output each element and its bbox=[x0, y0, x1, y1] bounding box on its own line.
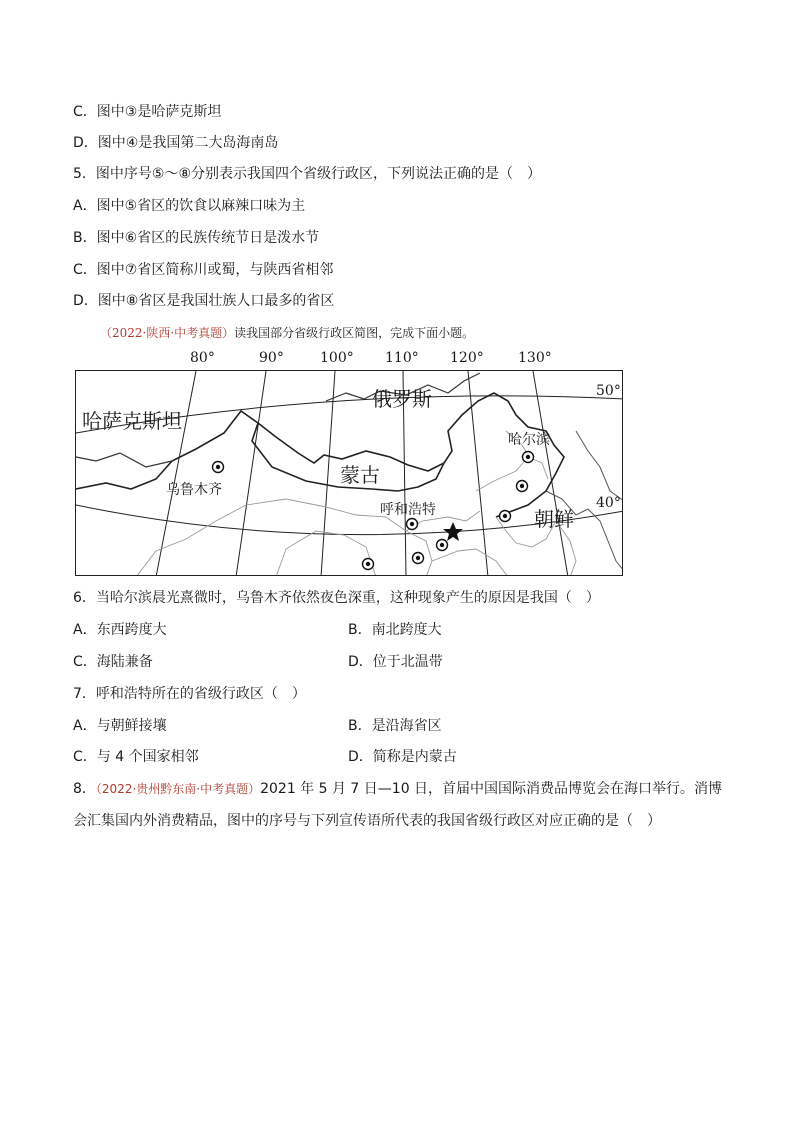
lon-label-120: 120° bbox=[450, 350, 484, 366]
lon-label-90: 90° bbox=[259, 350, 284, 366]
label-hohhot: 呼和浩特 bbox=[380, 502, 436, 518]
q4-option-c: C．图中③是哈萨克斯坦 bbox=[73, 104, 222, 120]
q5-option-c: C．图中⑦省区简称川或蜀，与陕西省相邻 bbox=[73, 262, 334, 278]
q6-option-b: B．南北跨度大 bbox=[348, 622, 442, 638]
q8-number: 8． bbox=[73, 781, 96, 797]
label-russia: 俄罗斯 bbox=[372, 387, 432, 411]
lon-label-130: 130° bbox=[518, 350, 552, 366]
q5-option-d: D．图中⑧省区是我国壮族人口最多的省区 bbox=[73, 293, 335, 309]
q5-stem: 5．图中序号⑤～⑧分别表示我国四个省级行政区，下列说法正确的是（ ） bbox=[73, 166, 542, 182]
urumqi-marker bbox=[213, 462, 224, 473]
label-mongolia: 蒙古 bbox=[340, 463, 380, 487]
province-borders bbox=[136, 431, 576, 576]
q5-option-a: A．图中⑤省区的饮食以麻辣口味为主 bbox=[73, 198, 306, 214]
coastline-korea bbox=[576, 431, 623, 501]
label-harbin: 哈尔滨 bbox=[508, 432, 550, 448]
q4-option-d: D．图中④是我国第二大岛海南岛 bbox=[73, 135, 279, 151]
hohhot-marker bbox=[407, 519, 418, 530]
label-urumqi: 乌鲁木齐 bbox=[166, 482, 222, 498]
q7-option-a: A．与朝鲜接壤 bbox=[73, 718, 167, 734]
marker-shenyang bbox=[517, 481, 528, 492]
q6-option-a: A．东西跨度大 bbox=[73, 622, 167, 638]
intro-text: 读我国部分省级行政区简图，完成下面小题。 bbox=[234, 326, 475, 340]
q7-option-d: D．简称是内蒙古 bbox=[348, 749, 457, 765]
q5-option-b: B．图中⑥省区的民族传统节日是泼水节 bbox=[73, 230, 320, 246]
lon-label-80: 80° bbox=[190, 350, 215, 366]
marker-yinchuan bbox=[363, 559, 374, 570]
q6-stem: 6．当哈尔滨晨光熹微时，乌鲁木齐依然夜色深重，这种现象产生的原因是我国（ ） bbox=[73, 590, 600, 606]
q6-option-d: D．位于北温带 bbox=[348, 654, 443, 670]
q8-stem-line1 bbox=[73, 779, 722, 799]
meridian-90 bbox=[236, 371, 266, 576]
lat-label-50: 50° bbox=[596, 383, 621, 399]
marker-beijing-area bbox=[500, 511, 511, 522]
intro-source: （2022·陕西·中考真题） bbox=[100, 326, 235, 340]
lat-label-40: 40° bbox=[596, 495, 621, 511]
q8-stem-line2: 会汇集国内外消费精品，图中的序号与下列宣传语所代表的我国省级行政区对应正确的是（ ） bbox=[73, 813, 661, 829]
label-korea: 朝鲜 bbox=[534, 507, 574, 531]
q7-option-c: C．与 4 个国家相邻 bbox=[73, 749, 199, 765]
kazakh-border bbox=[76, 453, 172, 467]
q8-text1: 2021 年 5 月 7 日—10 日，首届中国国际消费品博览会在海口举行。消博 bbox=[260, 781, 723, 797]
marker-taiyuan bbox=[413, 553, 424, 564]
province-map bbox=[75, 370, 623, 576]
q7-option-b: B．是沿海省区 bbox=[348, 718, 442, 734]
lon-label-110: 110° bbox=[385, 350, 419, 366]
marker-shijiazhuang bbox=[437, 540, 448, 551]
meridian-130 bbox=[533, 371, 568, 576]
harbin-marker bbox=[523, 452, 534, 463]
q8-source: （2022·贵州黔东南·中考真题） bbox=[95, 782, 261, 796]
capital-star-icon bbox=[443, 522, 463, 541]
map-intro bbox=[100, 323, 474, 343]
lon-label-100: 100° bbox=[320, 350, 354, 366]
q6-option-c: C．海陆兼备 bbox=[73, 654, 153, 670]
label-kazakhstan: 哈萨克斯坦 bbox=[82, 409, 182, 433]
meridian-80 bbox=[156, 371, 196, 576]
q7-stem: 7．呼和浩特所在的省级行政区（ ） bbox=[73, 686, 306, 702]
